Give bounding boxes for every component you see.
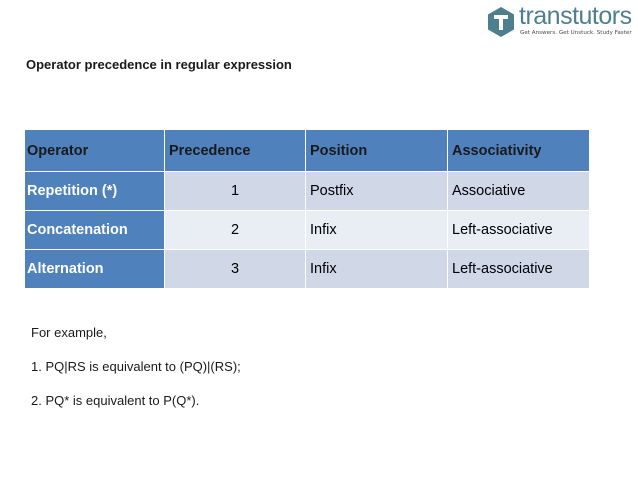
- table-row: [25, 172, 590, 211]
- operator-cell: Repetition (*): [25, 172, 165, 211]
- examples-text: [31, 325, 241, 427]
- position-cell: Infix: [306, 250, 448, 289]
- precedence-cell: 1: [165, 172, 306, 211]
- transtutors-logo: [486, 4, 634, 42]
- slide-title: Operator precedence in regular expression: [26, 57, 292, 72]
- precedence-cell: 3: [165, 250, 306, 289]
- table-header-row: [25, 130, 590, 172]
- position-cell: Postfix: [306, 172, 448, 211]
- precedence-table: [24, 129, 590, 289]
- column-header-precedence: Precedence: [165, 130, 306, 172]
- logo-wordmark: transtutors: [519, 2, 632, 30]
- table-row: [25, 211, 590, 250]
- operator-cell: Concatenation: [25, 211, 165, 250]
- example-item: 1. PQ|RS is equivalent to (PQ)|(RS);: [31, 359, 241, 374]
- example-item: 2. PQ* is equivalent to P(Q*).: [31, 393, 200, 408]
- position-cell: Infix: [306, 211, 448, 250]
- table-row: [25, 250, 590, 289]
- associativity-cell: Left-associative: [448, 211, 590, 250]
- column-header-associativity: Associativity: [448, 130, 590, 172]
- column-header-operator: Operator: [25, 130, 165, 172]
- precedence-cell: 2: [165, 211, 306, 250]
- transtutors-logo-icon: [486, 6, 516, 38]
- logo-tagline: Get Answers. Get Unstuck. Study Faster: [520, 30, 632, 36]
- column-header-position: Position: [306, 130, 448, 172]
- examples-intro: For example,: [31, 325, 107, 340]
- associativity-cell: Associative: [448, 172, 590, 211]
- operator-cell: Alternation: [25, 250, 165, 289]
- associativity-cell: Left-associative: [448, 250, 590, 289]
